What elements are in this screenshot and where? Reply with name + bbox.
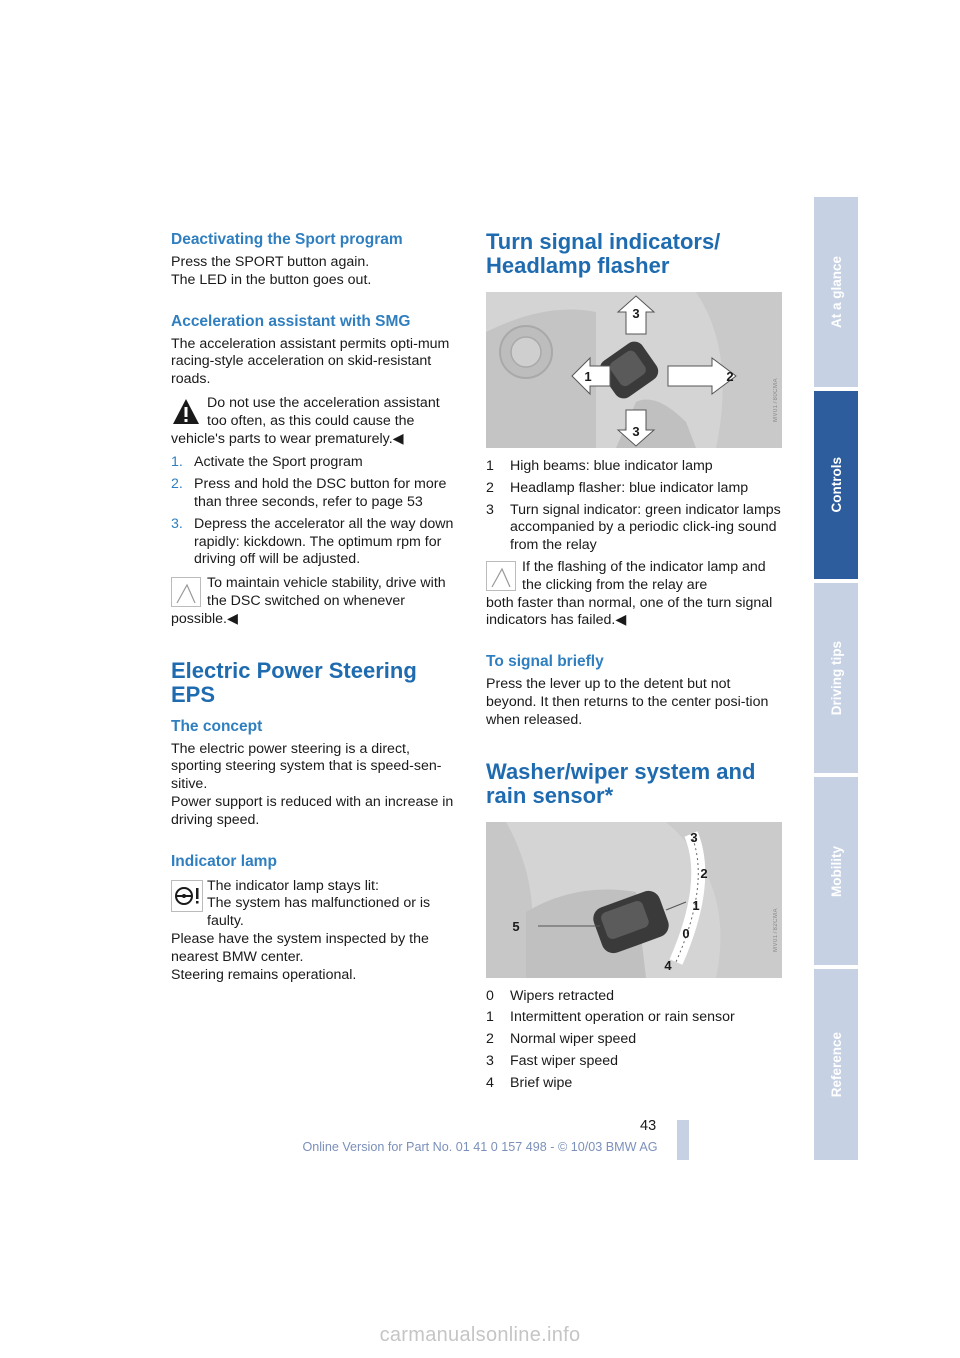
indicator-note xyxy=(171,878,463,931)
warning-text-tail: vehicle's parts to wear prematurely.◀ xyxy=(171,430,404,447)
tab-controls[interactable]: Controls xyxy=(814,391,858,579)
concept-heading: The concept xyxy=(171,717,263,735)
warning-triangle-icon xyxy=(171,397,201,427)
list-item: 2 Headlamp flasher: blue indicator lamp xyxy=(486,479,749,496)
steering-warning-icon xyxy=(171,880,203,912)
list-item: 2 Normal wiper speed xyxy=(486,1031,637,1048)
turn-tip-note xyxy=(486,559,782,630)
tab-mobility[interactable]: Mobility xyxy=(814,777,858,965)
fig1-label-left: 1 xyxy=(584,369,592,384)
deact-text-2: The LED in the button goes out. xyxy=(171,271,372,288)
warning-note xyxy=(171,395,463,448)
fig2-label-4: 4 xyxy=(664,957,672,973)
indicator-text-4: Steering remains operational. xyxy=(171,966,357,983)
washer-wiper-heading: Washer/wiper system and rain sensor* xyxy=(486,758,756,808)
turn-signal-heading: Turn signal indicators/ Headlamp flasher xyxy=(486,229,721,278)
turn-signal-legend xyxy=(486,458,782,555)
turn-signal-figure xyxy=(486,292,782,448)
tab-reference[interactable]: Reference xyxy=(814,969,858,1160)
indicator-text-2: The system has malfunctioned or is faulty. xyxy=(207,895,431,930)
concept-text-2: Power support is reduced with an increase in driving speed. xyxy=(171,793,454,828)
list-item: 3 Fast wiper speed xyxy=(486,1052,619,1069)
list-item: 3. Depress the accelerator all the way down rapidly: kickdown. The optimum rpm for driving off will be adjusted. xyxy=(171,515,454,568)
fig1-label-right: 2 xyxy=(726,369,734,384)
tip-text-head: To maintain vehicle stability, drive with the DSC switched on whenever xyxy=(207,575,446,609)
wiper-lever-illustration xyxy=(486,822,782,978)
tip-text-tail: possible.◀ xyxy=(171,610,238,627)
fig1-label-bottom: 3 xyxy=(632,424,640,439)
list-item: 4 Brief wipe xyxy=(486,1074,573,1091)
indicator-lamp-heading: Indicator lamp xyxy=(171,852,277,870)
eps-heading: Electric Power Steering EPS xyxy=(171,657,417,707)
fig2-label-1: 1 xyxy=(692,897,700,913)
left-column xyxy=(171,230,463,984)
right-column xyxy=(486,230,782,1097)
watermark: carmanualsonline.info xyxy=(379,1324,581,1346)
deactivating-sport-heading: Deactivating the Sport program xyxy=(171,231,403,248)
concept-text-1: The electric power steering is a direct, sporting steering system that is speed-sen-sitive. xyxy=(171,740,442,793)
tip-note xyxy=(171,575,463,628)
list-item: 3 Turn signal indicator: green indicator lamps accompanied by a periodic click-ing sound from the relay xyxy=(486,501,781,554)
list-item: 1 High beams: blue indicator lamp xyxy=(486,458,713,474)
signal-briefly-heading: To signal briefly xyxy=(486,653,604,671)
figure-code: MV01780CMA xyxy=(773,377,779,422)
accel-text: The acceleration assistant permits opti-mum racing-style acceleration on skid-resistant roads. xyxy=(171,335,450,388)
deact-text-1: Press the SPORT button again. xyxy=(171,254,370,270)
turn-signal-lever-illustration xyxy=(486,292,782,448)
turn-tip-tail: both faster than normal, one of the turn signal indicators has failed.◀ xyxy=(486,594,773,629)
chapter-sidebar xyxy=(814,197,858,1160)
signal-briefly-text: Press the lever up to the detent but not beyond. It then returns to the center posi-tion when released. xyxy=(486,676,769,728)
wiper-legend xyxy=(486,988,782,1093)
tab-driving-tips[interactable]: Driving tips xyxy=(814,583,858,773)
fig2-label-3: 3 xyxy=(690,829,698,845)
wiper-figure xyxy=(486,822,782,978)
footer-text: Online Version for Part No. 01 41 0 157 498 - © 10/03 BMW AG xyxy=(302,1140,658,1154)
list-item: 1. Activate the Sport program xyxy=(171,454,363,471)
fig2-label-0: 0 xyxy=(682,925,690,941)
fig2-label-5: 5 xyxy=(512,918,520,934)
list-item: 1 Intermittent operation or rain sensor xyxy=(486,1009,735,1026)
tab-at-a-glance[interactable]: At a glance xyxy=(814,197,858,387)
figure-code: MV01782CMA xyxy=(773,907,779,952)
fig1-label-top: 3 xyxy=(632,306,640,321)
warning-text-head: Do not use the acceleration assistant too often, as this could cause the xyxy=(207,394,440,429)
indicator-text-1: The indicator lamp stays lit: xyxy=(207,877,379,894)
tip-arrow-icon xyxy=(171,577,201,607)
page-number: 43 xyxy=(640,1118,657,1134)
list-item: 2. Press and hold the DSC button for more than three seconds, refer to page 53 xyxy=(171,476,447,510)
acceleration-assistant-heading: Acceleration assistant with SMG xyxy=(171,312,411,330)
tip-arrow-icon xyxy=(486,561,516,591)
fig2-label-2: 2 xyxy=(700,865,708,881)
sport-steps-list xyxy=(171,454,463,569)
turn-tip-head: If the flashing of the indicator lamp and the clicking from the relay are xyxy=(522,558,766,593)
indicator-text-3: Please have the system inspected by the nearest BMW center. xyxy=(171,930,429,965)
list-item: 0 Wipers retracted xyxy=(486,987,615,1004)
